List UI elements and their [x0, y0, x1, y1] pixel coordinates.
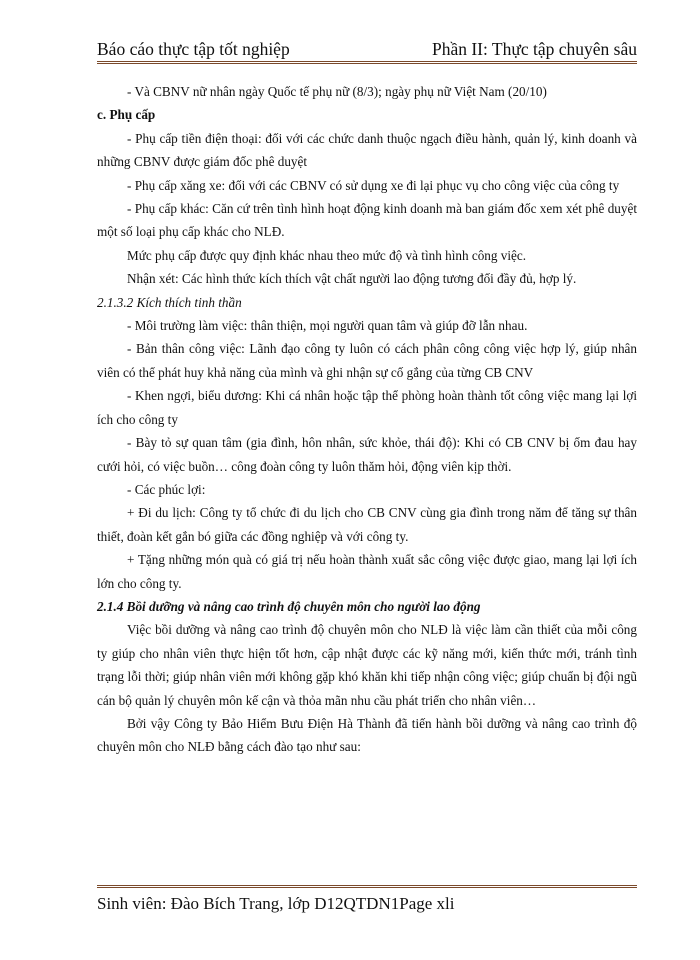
heading-spiritual-incentive: 2.1.3.2 Kích thích tinh thần: [97, 294, 242, 310]
paragraph-care: - Bày tỏ sự quan tâm (gia đình, hôn nhân, sức khỏe, thái độ): Khi có CB CNV bị ốm đau hay cưới hỏi, có việc buồn… công đoàn công ty luôn thăm hỏi, động viên kịp thời.: [97, 435, 637, 474]
paragraph-training: Việc bồi dưỡng và nâng cao trình độ chuyên môn cho NLĐ là việc làm cần thiết của mỗi công ty giúp cho nhân viên thực hiện tốt hơn, cập nhật được các kỹ năng mới, kiến thức mới, tránh tình trạng lỗi thời; giúp nhân viên mới không gặp khó khăn khi tiếp nhận công việc; giúp chuẩn bị đội ngũ cán bộ quản lý chuyên môn kế cận và thỏa mãn nhu cầu phát triển cho nhân viên…: [97, 622, 637, 708]
heading-training: 2.1.4 Bồi dưỡng và nâng cao trình độ chuyên môn cho người lao động: [97, 598, 481, 614]
page-body: [97, 80, 637, 759]
paragraph-remark: Nhận xét: Các hình thức kích thích vật chất người lao động tương đối đầy đủ, hợp lý.: [127, 271, 577, 287]
heading-allowance: c. Phụ cấp: [97, 107, 156, 123]
paragraph-phone-allowance: - Phụ cấp tiền điện thoại: đối với các chức danh thuộc ngạch điều hành, quản lý, kinh doanh và những CBNV được giám đốc phê duyệt: [97, 130, 637, 170]
page-footer: Sinh viên: Đào Bích Trang, lớp D12QTDN1Page xli: [97, 885, 637, 916]
paragraph-work-itself: - Bản thân công việc: Lãnh đạo công ty luôn có cách phân công công việc hợp lý, giúp nhân viên có thể phát huy khả năng của mình và ghi nhận sự cố gắng của từng CB CNV: [97, 341, 637, 380]
paragraph-praise: - Khen ngợi, biểu dương: Khi cá nhân hoặc tập thể phòng hoàn thành tốt công việc mang lại lợi ích cho công ty: [97, 388, 637, 427]
part-title: Phần II: Thực tập chuyên sâu: [431, 39, 637, 59]
paragraph-company-training: Bởi vậy Công ty Bảo Hiểm Bưu Điện Hà Thành đã tiến hành bồi dưỡng và nâng cao trình độ chuyên môn cho NLĐ bằng cách đào tạo như sau:: [97, 715, 637, 755]
page-header: [97, 34, 637, 64]
report-title: Báo cáo thực tập tốt nghiệp: [97, 39, 290, 59]
paragraph-allowance-level: Mức phụ cấp được quy định khác nhau theo mức độ và tình hình công việc.: [127, 247, 527, 263]
paragraph-environment: - Môi trường làm việc: thân thiện, mọi người quan tâm và giúp đỡ lẫn nhau.: [127, 318, 528, 334]
paragraph-fuel-allowance: - Phụ cấp xăng xe: đối với các CBNV có sử dụng xe đi lại phục vụ cho công việc của công ty: [127, 177, 620, 193]
paragraph-welfare: - Các phúc lợi:: [127, 481, 206, 497]
paragraph-travel: + Đi du lịch: Công ty tổ chức đi du lịch cho CB CNV cùng gia đình trong năm để tăng sự thân thiết, đoàn kết gắn bó giữa các đồng nghiệp và với công ty.: [97, 505, 637, 544]
paragraph-gift: + Tặng những món quà có giá trị nếu hoàn thành xuất sắc công việc được giao, mang lại lợi ích lớn cho công ty.: [97, 552, 637, 591]
paragraph-other-allowance: - Phụ cấp khác: Căn cứ trên tình hình hoạt động kinh doanh mà ban giám đốc xem xét phê duyệt một số loại phụ cấp khác cho NLĐ.: [97, 201, 637, 240]
paragraph-women-day: - Và CBNV nữ nhân ngày Quốc tế phụ nữ (8/3); ngày phụ nữ Việt Nam (20/10): [127, 84, 547, 99]
